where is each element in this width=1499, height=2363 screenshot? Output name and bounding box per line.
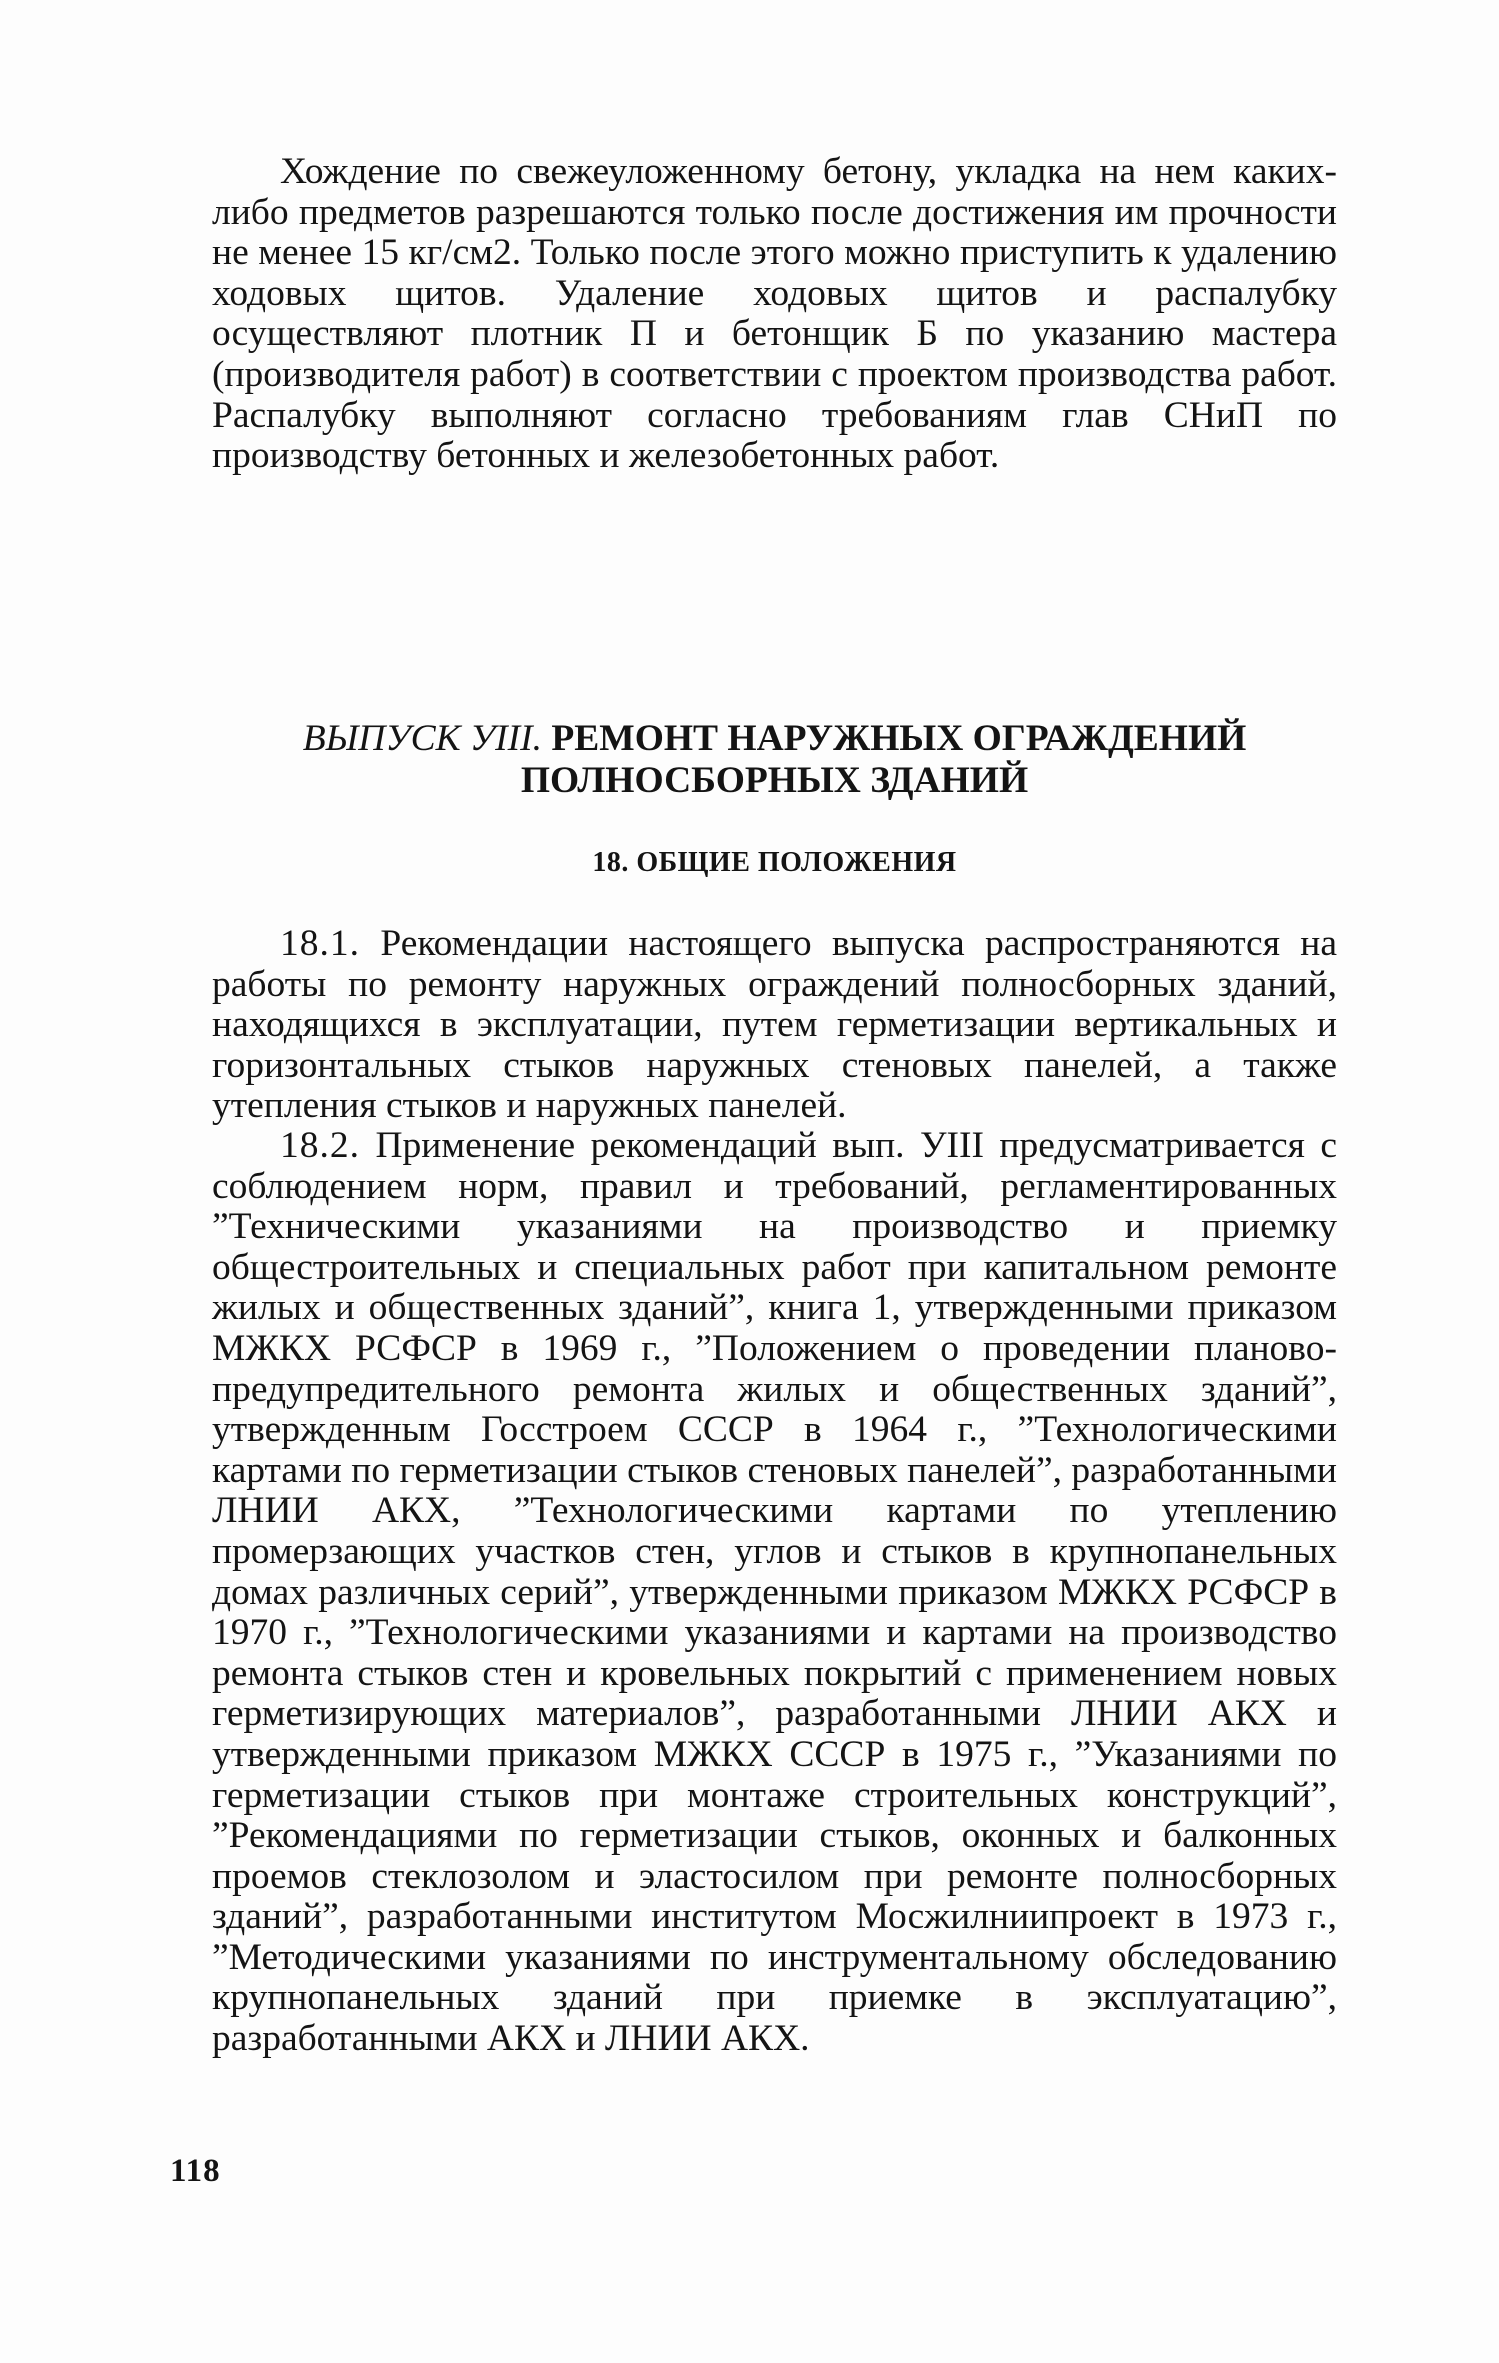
section-heading: 18. ОБЩИЕ ПОЛОЖЕНИЯ	[592, 847, 957, 878]
paragraph-number: 18.2.	[280, 1125, 360, 1166]
chapter-issue-label: ВЫПУСК УIII.	[302, 718, 542, 759]
intro-paragraph: Хождение по свежеуложенному бетону, укладка на нем каких-либо предметов разрешаются только после достижения им прочности не менее 15 кг/см2. Только после этого можно приступить к удалению ходовых щитов. Удаление ходовых щитов и распалубку осуществляют плотник П и бетонщик Б по указанию мастера (производителя работ) в соответствии с проектом производства работ. Распалубку выполняют согласно требованиям глав СНиП по производству бетонных и железобетонных работ.	[212, 151, 1337, 477]
paragraph-18-2	[212, 1126, 1337, 2060]
chapter-title-line2: ПОЛНОСБОРНЫХ ЗДАНИЙ	[520, 760, 1029, 801]
paragraph-text: Применение рекомендаций вып. УIII предусматривается с соблюдением норм, правил и требований, регламентированных ”Техническими указаниями на производство и приемку общестроительных и специальных работ при капитальном ремонте жилых и общественных зданий”, книга 1, утвержденными приказом МЖКХ РСФСР в 1969 г., ”Положением о проведении планово-предупредительного ремонта жилых и общественных зданий”, утвержденным Госстроем СССР в 1964 г., ”Технологическими картами по герметизации стыков стеновых панелей”, разработанными ЛНИИ АКХ, ”Технологическими картами по утеплению промерзающих участков стен, углов и стыков в крупнопанельных домах различных серий”, утвержденными приказом МЖКХ РСФСР в 1970 г., ”Технологическими указаниями и картами на производство ремонта стыков стен и кровельных покрытий с применением новых герметизирующих материалов”, разработанными ЛНИИ АКХ и утвержденными приказом МЖКХ СССР в 1975 г., ”Указаниями по герметизации стыков при монтаже строительных конструкций”, ”Рекомендациями по герметизации стыков, оконных и балконных проемов стеклозолом и эластосилом при ремонте полносборных зданий”, разработанными институтом Мосжилниипроект в 1973 г., ”Методическими указаниями по инструментальному обследованию крупнопанельных зданий при приемке в эксплуатацию”, разработанными АКХ и ЛНИИ АКХ.	[212, 1125, 1337, 2060]
paragraph-text: Рекомендации настоящего выпуска распространяются на работы по ремонту наружных ограждений полносборных зданий, находящихся в эксплуатации, путем герметизации вертикальных и горизонтальных стыков наружных стеновых панелей, а также утепления стыков и наружных панелей.	[212, 923, 1337, 1127]
chapter-title-line1: РЕМОНТ НАРУЖНЫХ ОГРАЖДЕНИЙ	[551, 718, 1247, 759]
page-number: 118	[170, 2153, 221, 2189]
chapter-heading	[212, 718, 1337, 802]
paragraph-number: 18.1.	[280, 923, 360, 964]
paragraph-18-1	[212, 924, 1337, 1127]
